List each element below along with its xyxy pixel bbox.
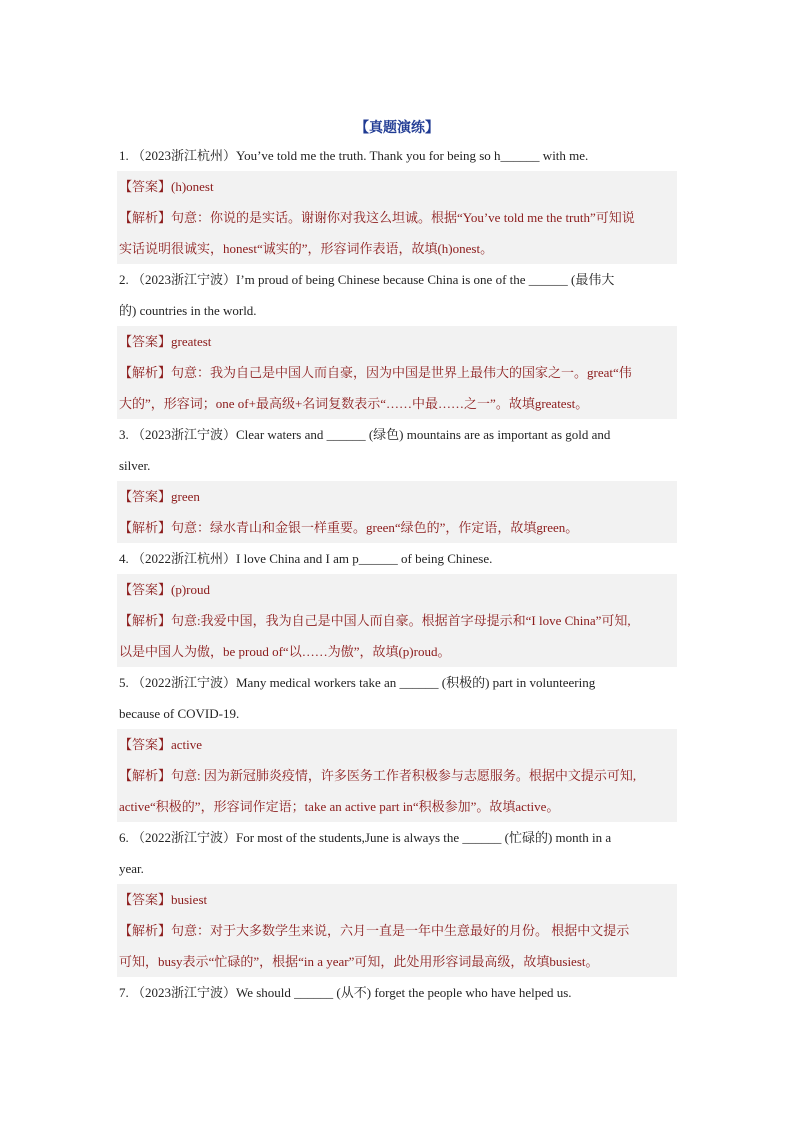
explanation-line: 可知，busy表示“忙碌的”，根据“in a year”可知，此处用形容词最高级，故填busiest。: [117, 946, 677, 977]
question-line: 6. （2022浙江宁波）For most of the students,June is always the ______ (忙碌的) month in a: [119, 830, 612, 845]
question-line: year.: [119, 861, 144, 876]
question-line: 的) countries in the world.: [119, 303, 257, 318]
question-line: because of COVID-19.: [119, 706, 240, 721]
exercise-page: [117, 118, 677, 1008]
question-block: [117, 419, 677, 543]
explanation-line: 【解析】句意：对于大多数学生来说，六月一直是一年中生意最好的月份。 根据中文提示: [117, 915, 677, 946]
answer-line: 【答案】green: [117, 481, 677, 512]
answer-line: 【答案】(h)onest: [117, 171, 677, 202]
answer-line: 【答案】greatest: [117, 326, 677, 357]
question-block: [117, 822, 677, 977]
question-line: 1. （2023浙江杭州）You’ve told me the truth. Thank you for being so h______ with me.: [119, 148, 589, 163]
question-line: 4. （2022浙江杭州）I love China and I am p______ of being Chinese.: [119, 551, 493, 566]
question-list: [117, 140, 677, 1008]
question-line: 2. （2023浙江宁波）I’m proud of being Chinese because China is one of the ______ (最伟大: [119, 272, 615, 287]
answer-line: 【答案】active: [117, 729, 677, 760]
question-line: silver.: [119, 458, 151, 473]
explanation-line: 【解析】句意：我为自己是中国人而自豪，因为中国是世界上最伟大的国家之一。great“伟: [117, 357, 677, 388]
section-title: 【真题演练】: [355, 121, 439, 136]
answer-line: 【答案】busiest: [117, 884, 677, 915]
explanation-line: 【解析】句意：你说的是实话。谢谢你对我这么坦诚。根据“You’ve told me the truth”可知说: [117, 202, 677, 233]
question-line: 5. （2022浙江宁波）Many medical workers take an ______ (积极的) part in volunteering: [119, 675, 596, 690]
question-block: [117, 543, 677, 667]
question-line: 3. （2023浙江宁波）Clear waters and ______ (绿色) mountains are as important as gold and: [119, 427, 611, 442]
explanation-line: 大的”，形容词；one of+最高级+名词复数表示“……中最……之一”。故填greatest。: [117, 388, 677, 419]
explanation-line: 以是中国人为傲，be proud of“以……为傲”，故填(p)roud。: [117, 636, 677, 667]
question-block: [117, 667, 677, 822]
explanation-line: 【解析】句意: 因为新冠肺炎疫情，许多医务工作者积极参与志愿服务。根据中文提示可知,: [117, 760, 677, 791]
question-block: [117, 140, 677, 264]
explanation-line: 【解析】句意:我爱中国，我为自己是中国人而自豪。根据首字母提示和“I love China”可知,: [117, 605, 677, 636]
explanation-line: 实话说明很诚实，honest“诚实的”，形容词作表语，故填(h)onest。: [117, 233, 677, 264]
question-block: [117, 264, 677, 419]
question-block: [117, 977, 677, 1008]
question-line: 7. （2023浙江宁波）We should ______ (从不) forget the people who have helped us.: [119, 985, 572, 1000]
explanation-line: active“积极的”，形容词作定语；take an active part in“积极参加”。故填active。: [117, 791, 677, 822]
answer-line: 【答案】(p)roud: [117, 574, 677, 605]
explanation-line: 【解析】句意：绿水青山和金银一样重要。green“绿色的”，作定语，故填green。: [117, 512, 677, 543]
